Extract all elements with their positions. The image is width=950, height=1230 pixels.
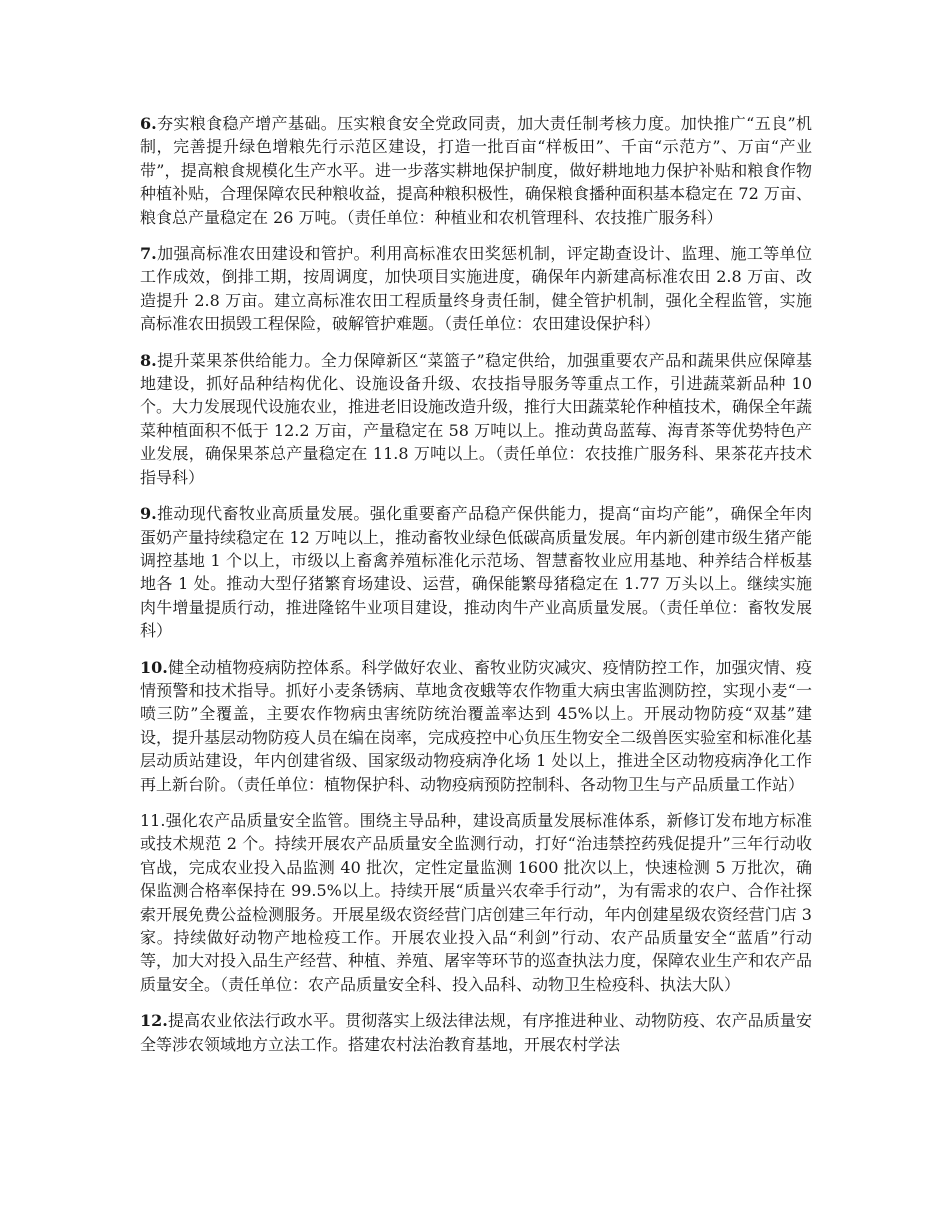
- paragraph-6: [140, 112, 812, 229]
- paragraph-number: 9.: [140, 504, 157, 524]
- paragraph-number: 7.: [140, 244, 157, 264]
- paragraph-10: [140, 656, 812, 796]
- paragraph-text: 提升菜果茶供给能力。全力保障新区“菜篮子”稳定供给，加强重要农产品和蔬果供应保障基地建设，抓好品种结构优化、设施设备升级、农技指导服务等重点工作，引进蔬菜新品种 10 个。大力发展现代设施农业，推进老旧设施改造升级，推行大田蔬菜轮作种植技术，确保全年蔬菜种植面积不低于 12.2 万亩，产量稳定在 58 万吨以上。推动黄岛蓝莓、海青茶等优势特色产业发展，确保果茶总产量稳定在 11.8 万吨以上。（责任单位：农技推广服务科、果茶花卉技术指导科）: [140, 350, 813, 487]
- paragraph-9: [140, 502, 812, 642]
- paragraph-number: 6.: [140, 114, 157, 133]
- paragraph-text: 健全动植物疫病防控体系。科学做好农业、畜牧业防灾减灾、疫情防控工作，加强灾情、疫情预警和技术指导。抓好小麦条锈病、草地贪夜蛾等农作物重大病虫害监测防控，实现小麦“一喷三防”全覆盖，主要农作物病虫害统防统治覆盖率达到 45%以上。开展动物防疫“双基”建设，提升基层动物防疫人员在编在岗率，完成疫控中心负压生物安全二级兽医实验室和标准化基层动质站建设，年内创建省级、国家级动物疫病净化场 1 处以上，推进全区动物疫病净化工作再上新台阶。（责任单位：植物保护科、动物疫病预防控制科、各动物卫生与产品质量工作站）: [140, 657, 813, 794]
- paragraph-number: 12.: [140, 1011, 168, 1031]
- paragraph-text: 推动现代畜牧业高质量发展。强化重要畜产品稳产保供能力，提高“亩均产能”，确保全年肉蛋奶产量持续稳定在 12 万吨以上，推动畜牧业绿色低碳高质量发展。年内新创建市级生猪产能调控基地 1 个以上，市级以上畜禽养殖标准化示范场、智慧畜牧业应用基地、种养结合样板基地各 1 处。推动大型仔猪繁育场建设、运营，确保能繁母猪稳定在 1.77 万头以上。继续实施肉牛增量提质行动，推进隆铭牛业项目建设，推动肉牛产业高质量发展。（责任单位：畜牧发展科）: [140, 504, 812, 641]
- paragraph-7: [140, 242, 812, 336]
- paragraph-12: [140, 1009, 812, 1056]
- paragraph-8: [140, 349, 812, 489]
- paragraph-number: 10.: [140, 657, 168, 677]
- paragraph-text: 强化农产品质量安全监管。围绕主导品种，建设高质量发展标准体系，新修订发布地方标准或技术规范 2 个。持续开展农产品质量安全监测行动，打好“治违禁控药残促提升”三年行动收官战，完成农业投入品监测 40 批次，定性定量监测 1600 批次以上，快速检测 5 万批次，确保监测合格率保持在 99.5%以上。持续开展“质量兴农牵手行动”，为有需求的农户、合作社探索开展免费公益检测服务。开展星级农资经营门店创建三年行动，年内创建星级农资经营门店 3 家。持续做好动物产地检疫工作。开展农业投入品“利剑”行动、农产品质量安全“蓝盾”行动等，加大对投入品生产经营、种植、养殖、屠宰等环节的巡查执法力度，保障农业生产和农产品质量安全。（责任单位：农产品质量安全科、投入品科、动物卫生检疫科、执法大队）: [140, 810, 813, 994]
- paragraph-text: 加强高标准农田建设和管护。利用高标准农田奖惩机制，评定勘查设计、监理、施工等单位工作成效，倒排工期，按周调度，加快项目实施进度，确保年内新建高标准农田 2.8 万亩、改造提升 2.8 万亩。建立高标准农田工程质量终身责任制，健全管护机制，强化全程监管，实施高标准农田损毁工程保险，破解管护难题。（责任单位：农田建设保护科）: [140, 244, 812, 334]
- document-page: [140, 112, 812, 1069]
- paragraph-text: 夯实粮食稳产增产基础。压实粮食安全党政同责，加大责任制考核力度。加快推广“五良”机制，完善提升绿色增粮先行示范区建设，打造一批百亩“样板田”、千亩“示范方”、万亩“产业带”，提高粮食规模化生产水平。进一步落实耕地保护制度，做好耕地地力保护补贴和粮食作物种植补贴，合理保障农民种粮收益，提高种粮积极性，确保粮食播种面积基本稳定在 72 万亩、粮食总产量稳定在 26 万吨。（责任单位：种植业和农机管理科、农技推广服务科）: [140, 114, 812, 227]
- paragraph-11: [140, 809, 812, 996]
- paragraph-number: 8.: [140, 350, 157, 370]
- paragraph-number: 11.: [140, 810, 166, 830]
- paragraph-text: 提高农业依法行政水平。贯彻落实上级法律法规，有序推进种业、动物防疫、农产品质量安全等涉农领域地方立法工作。搭建农村法治教育基地，开展农村学法: [140, 1011, 812, 1054]
